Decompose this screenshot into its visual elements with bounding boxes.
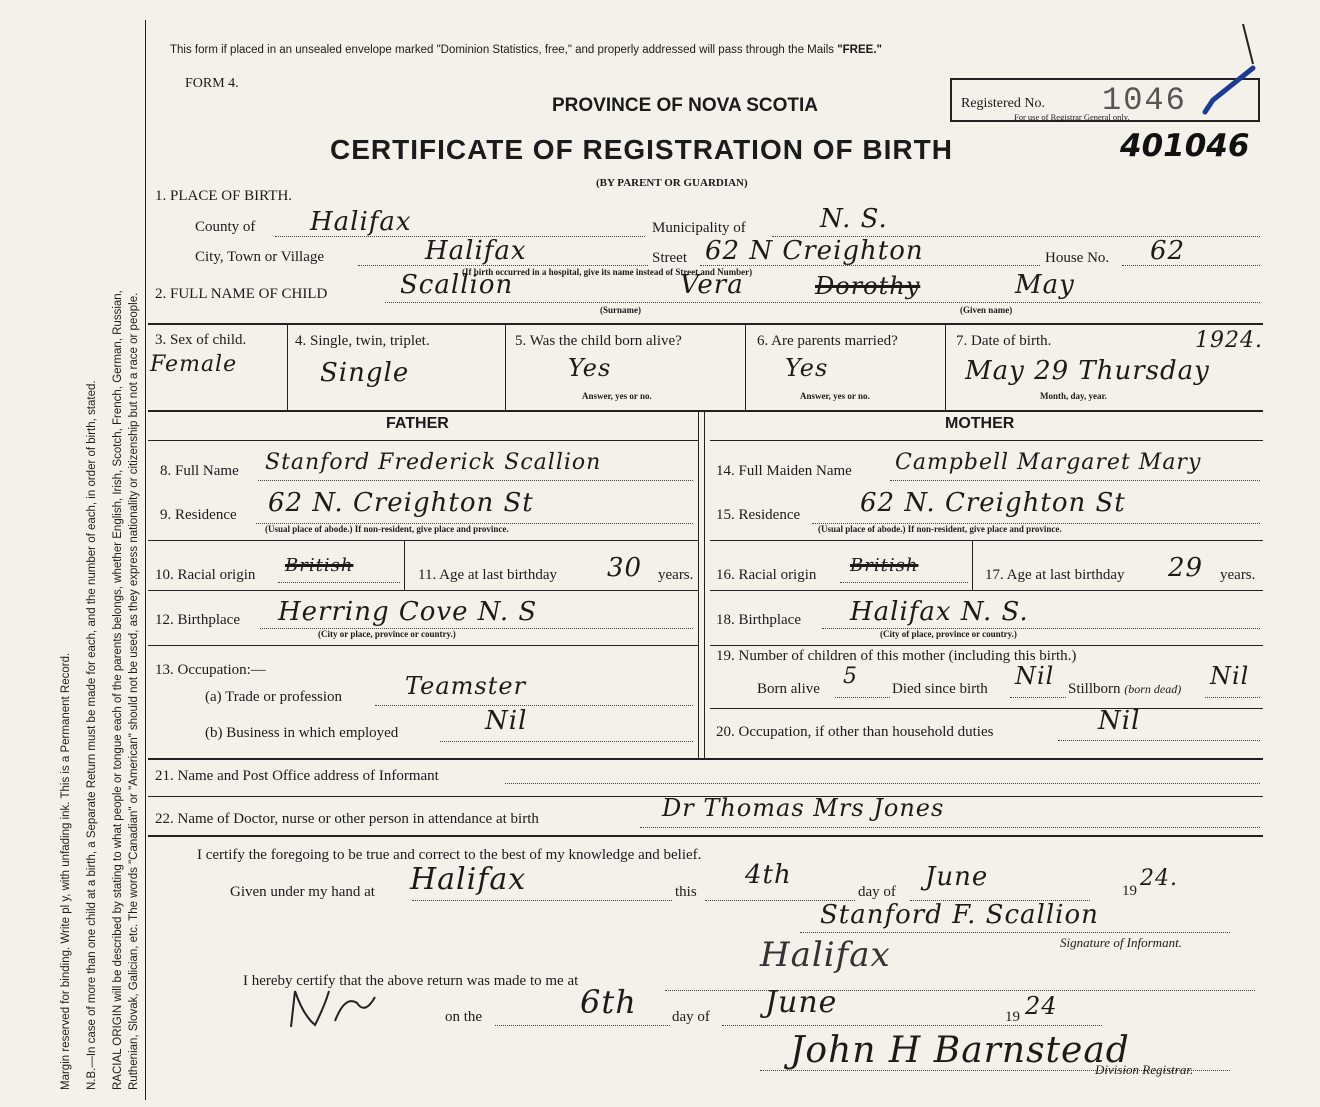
certify-month-value: June xyxy=(925,862,989,892)
certify-statement: I certify the foregoing to be true and correct to the best of my knowledge and belief. xyxy=(197,847,702,863)
mother-birthplace-label: 18. Birthplace xyxy=(716,612,801,628)
mother-rule-4 xyxy=(710,708,1263,709)
date-of-birth-caption: Month, day, year. xyxy=(1040,391,1107,401)
died-since-birth-line xyxy=(1010,697,1066,698)
single-twin-label: 4. Single, twin, triplet. xyxy=(295,333,430,349)
given-place-value: Halifax xyxy=(410,862,527,897)
street-label: Street xyxy=(652,250,687,266)
on-day-line xyxy=(495,1025,670,1026)
mail-notice xyxy=(170,44,882,56)
row3-divider-1 xyxy=(287,325,288,410)
mother-racial-divider xyxy=(972,540,973,590)
mother-racial-value: British xyxy=(850,555,919,576)
child-surname: Scallion xyxy=(400,270,514,300)
on-day-value: 6th xyxy=(580,983,637,1021)
on-month-value: June xyxy=(765,985,838,1020)
birth-year: 1924. xyxy=(1195,328,1263,353)
certify-top-border xyxy=(148,835,1263,837)
mother-age-label: 17. Age at last birthday xyxy=(985,567,1125,583)
attendant-line xyxy=(640,827,1260,828)
business-label: (b) Business in which employed xyxy=(205,725,399,741)
child-given-name-struck: Dorothy xyxy=(815,272,921,300)
column-divider-right xyxy=(704,412,705,758)
certify-year-prefix: 19 xyxy=(1122,883,1137,899)
father-birthplace-label: 12. Birthplace xyxy=(155,612,240,628)
informant-signature-line xyxy=(800,932,1230,933)
father-name-line xyxy=(258,480,693,481)
county-label: County of xyxy=(195,219,256,235)
mother-occupation-value: Nil xyxy=(1098,706,1141,736)
stillborn-note: (born dead) xyxy=(1124,682,1182,696)
municipality-label: Municipality of xyxy=(652,220,746,236)
father-age-label: 11. Age at last birthday xyxy=(418,567,557,583)
row3-divider-2 xyxy=(505,325,506,410)
born-alive-count-line xyxy=(835,697,890,698)
certificate-subtitle: (BY PARENT OR GUARDIAN) xyxy=(596,177,748,189)
informant-line xyxy=(505,783,1260,784)
row3-divider-4 xyxy=(945,325,946,410)
certify-day-value: 4th xyxy=(745,860,792,890)
attendant-value: Dr Thomas Mrs Jones xyxy=(662,794,945,822)
mother-rule-2 xyxy=(710,590,1263,591)
born-alive-value: Yes xyxy=(568,354,612,382)
father-age-unit: years. xyxy=(658,567,694,583)
mother-heading: MOTHER xyxy=(945,415,1015,432)
margin-note-racial-origin: RACIAL ORIGIN will be described by stating to what people or tongue each of the parents belongs, whether English, Irish, Scotch, French, German, Russian, xyxy=(112,290,124,1090)
father-heading: FATHER xyxy=(386,415,449,432)
sex-label: 3. Sex of child. xyxy=(155,332,247,348)
registrar-caption: Division Registrar. xyxy=(1095,1062,1194,1077)
born-alive-caption: Answer, yes or no. xyxy=(582,391,652,401)
father-birthplace-caption: (City or place, province or country.) xyxy=(318,629,456,639)
column-divider-left xyxy=(698,412,699,758)
mother-heading-rule xyxy=(710,440,1263,441)
mother-age-value: 29 xyxy=(1168,553,1204,583)
mother-residence-value: 62 N. Creighton St xyxy=(860,488,1126,518)
informant-signature: Stanford F. Scallion xyxy=(820,900,1099,930)
province-heading: PROVINCE OF NOVA SCOTIA xyxy=(552,95,819,116)
house-number-line xyxy=(1122,265,1260,266)
mother-racial-line xyxy=(840,582,968,583)
child-name-label: 2. FULL NAME OF CHILD xyxy=(155,286,328,302)
registered-number: 1046 xyxy=(1102,82,1187,119)
father-residence-caption: (Usual place of abode.) If non-resident, give place and province. xyxy=(265,524,509,534)
mother-name-label: 14. Full Maiden Name xyxy=(716,463,852,479)
mail-notice-text: This form if placed in an unsealed envelope marked "Dominion Statistics, free," and properly addressed will pass through the Mails xyxy=(170,44,838,56)
father-residence-label: 9. Residence xyxy=(160,507,237,523)
margin-note-binding: Margin reserved for binding. Write pl y, with unfading ink. This is a Permanent Record. xyxy=(60,652,72,1090)
stillborn-label xyxy=(1068,681,1181,698)
registrar-initial-mark xyxy=(285,985,385,1035)
mother-age-unit: years. xyxy=(1220,567,1256,583)
mother-racial-label: 16. Racial origin xyxy=(716,567,817,583)
hereby-certify-label: I hereby certify that the above return was made to me at xyxy=(243,973,579,989)
certify-day-of-label: day of xyxy=(858,884,896,900)
mother-occupation-label: 20. Occupation, if other than household duties xyxy=(716,724,994,740)
stamp-number: 401046 xyxy=(1120,128,1250,164)
check-mark-icon xyxy=(1195,20,1265,120)
municipality-value: N. S. xyxy=(820,204,888,234)
mother-occupation-line xyxy=(1058,740,1260,741)
father-racial-divider xyxy=(404,540,405,590)
children-count-label: 19. Number of children of this mother (including this birth.) xyxy=(716,648,1077,664)
row3-divider-3 xyxy=(745,325,746,410)
given-under-hand-label: Given under my hand at xyxy=(230,884,375,900)
hereby-place-value: Halifax xyxy=(760,935,891,975)
father-racial-label: 10. Racial origin xyxy=(155,567,256,583)
attendant-label: 22. Name of Doctor, nurse or other person in attendance at birth xyxy=(155,811,539,827)
margin-note-nationality: Ruthenian, Slovak, Galician, etc. The words "Canadian" or "American" should not be used, as they express nationality or citizenship but not a race or people. xyxy=(128,292,140,1090)
registered-label: Registered No. xyxy=(961,96,1045,111)
stillborn-label-text: Stillborn xyxy=(1068,681,1121,697)
parents-married-caption: Answer, yes or no. xyxy=(800,391,870,401)
on-year-prefix: 19 xyxy=(1005,1009,1020,1025)
father-age-value: 30 xyxy=(607,553,643,583)
county-value: Halifax xyxy=(310,207,412,237)
trade-value: Teamster xyxy=(405,672,527,700)
given-place-line xyxy=(412,900,672,901)
mother-name-line xyxy=(890,480,1260,481)
informant-top-border xyxy=(148,758,1263,760)
father-racial-value: British xyxy=(285,555,354,576)
form-left-border xyxy=(145,20,146,1100)
given-name-caption: (Given name) xyxy=(960,305,1013,315)
mother-rule-3 xyxy=(710,645,1263,646)
father-racial-line xyxy=(278,582,400,583)
form-number: FORM 4. xyxy=(185,76,239,91)
business-value: Nil xyxy=(485,706,528,736)
born-alive-count-label: Born alive xyxy=(757,681,820,697)
died-since-birth-value: Nil xyxy=(1015,662,1055,690)
mother-birthplace-caption: (City of place, province or country.) xyxy=(880,629,1017,639)
binding-margin xyxy=(0,0,150,1107)
registrar-signature: John H Barnstead xyxy=(790,1030,1130,1071)
row3-top-border xyxy=(148,323,1263,325)
father-rule-3 xyxy=(148,645,698,646)
single-twin-value: Single xyxy=(320,358,410,388)
hospital-note: (If birth occurred in a hospital, give its name instead of Street and Number) xyxy=(462,267,753,277)
born-alive-count-value: 5 xyxy=(843,664,858,689)
city-label: City, Town or Village xyxy=(195,249,325,265)
child-given-name-2: May xyxy=(1015,270,1075,300)
stillborn-value: Nil xyxy=(1210,662,1250,690)
mother-residence-label: 15. Residence xyxy=(716,507,801,523)
date-of-birth-value: May 29 Thursday xyxy=(965,356,1210,386)
on-month-line xyxy=(722,1025,1102,1026)
mother-rule-1 xyxy=(710,540,1263,541)
on-the-label: on the xyxy=(445,1009,483,1025)
father-rule-2 xyxy=(148,590,698,591)
informant-label: 21. Name and Post Office address of Informant xyxy=(155,768,439,784)
registrar-note: For use of Registrar General only. xyxy=(1014,112,1130,122)
house-number-label: House No. xyxy=(1045,250,1110,266)
place-of-birth-heading: 1. PLACE OF BIRTH. xyxy=(155,188,293,204)
business-line xyxy=(440,741,693,742)
occupation-label: 13. Occupation:— xyxy=(155,662,266,678)
margin-note-multiple-births: N.B.—In case of more than one child at a birth, a Separate Return must be made for each, and the number of each, in order of birth, stated. xyxy=(86,380,98,1090)
informant-signature-caption: Signature of Informant. xyxy=(1060,935,1182,950)
parents-married-label: 6. Are parents married? xyxy=(757,333,898,349)
mother-name-value: Campbell Margaret Mary xyxy=(895,450,1202,475)
city-value: Halifax xyxy=(425,236,527,266)
parents-married-value: Yes xyxy=(785,354,829,382)
on-year-value: 24 xyxy=(1025,992,1058,1020)
stillborn-line xyxy=(1205,697,1260,698)
certificate-title: CERTIFICATE OF REGISTRATION OF BIRTH xyxy=(330,134,953,165)
date-of-birth-label: 7. Date of birth. xyxy=(956,333,1052,349)
born-alive-label: 5. Was the child born alive? xyxy=(515,333,682,349)
father-name-value: Stanford Frederick Scallion xyxy=(265,450,602,475)
hereby-place-line xyxy=(665,990,1255,991)
row3-bottom-border xyxy=(148,410,1263,412)
house-number-value: 62 xyxy=(1150,236,1186,266)
this-label: this xyxy=(675,884,697,900)
trade-line xyxy=(375,705,693,706)
surname-caption: (Surname) xyxy=(600,305,641,315)
mother-birthplace-value: Halifax N. S. xyxy=(850,597,1029,627)
sex-value: Female xyxy=(150,352,238,377)
certify-year-value: 24. xyxy=(1140,866,1178,891)
mail-free-text: "FREE." xyxy=(837,44,882,56)
street-value: 62 N Creighton xyxy=(705,236,924,266)
on-day-of-label: day of xyxy=(672,1009,710,1025)
father-name-label: 8. Full Name xyxy=(160,463,239,479)
father-residence-value: 62 N. Creighton St xyxy=(268,488,534,518)
child-given-name-1: Vera xyxy=(680,270,744,300)
child-name-line xyxy=(385,302,1260,303)
father-rule-1 xyxy=(148,540,698,541)
father-birthplace-value: Herring Cove N. S xyxy=(278,597,538,627)
trade-label: (a) Trade or profession xyxy=(205,689,343,705)
father-heading-rule xyxy=(148,440,698,441)
died-since-birth-label: Died since birth xyxy=(892,681,988,697)
mother-residence-caption: (Usual place of abode.) If non-resident, give place and province. xyxy=(818,524,1062,534)
